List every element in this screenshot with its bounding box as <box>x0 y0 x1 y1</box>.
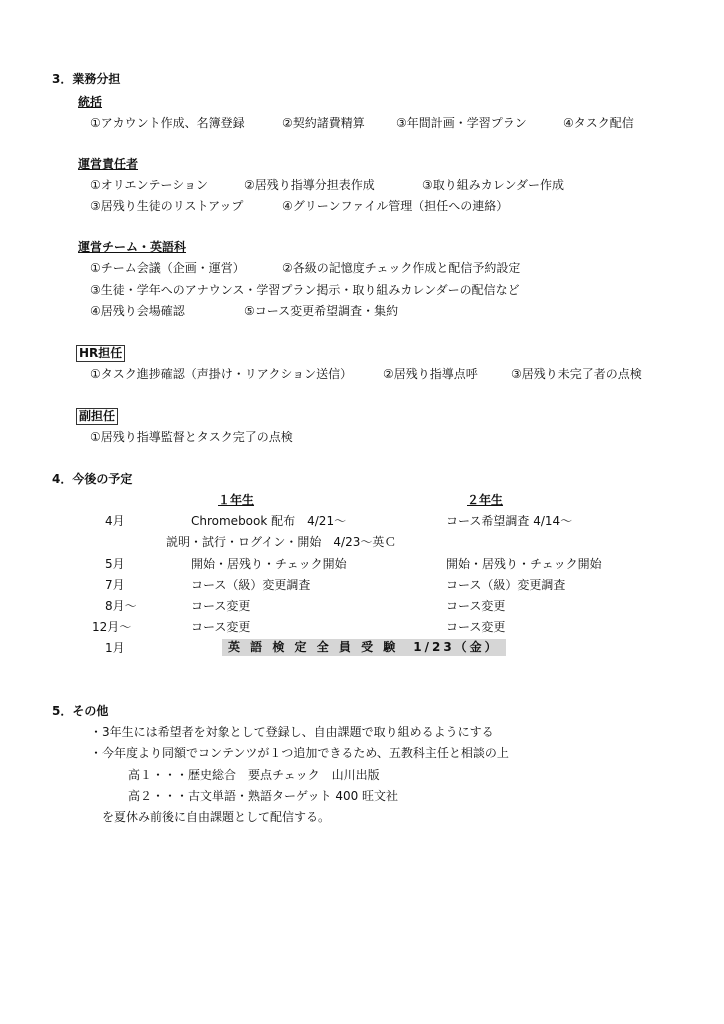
group-line: ③居残り生徒のリストアップ <box>90 199 244 213</box>
eiken-exam-highlight: 英 語 検 定 全 員 受 験 1/23（金） <box>222 639 506 656</box>
group-line: ①チーム会議（企画・運営） <box>90 261 245 275</box>
schedule-grade2: コース変更 <box>446 599 506 613</box>
schedule-grade1: Chromebook 配布 4/21～ <box>191 514 347 528</box>
schedule-grade1: コース変更 <box>191 620 251 634</box>
note-bullet: ・今年度より同額でコンテンツが１つ追加できるため、五教科主任と相談の上 <box>90 746 509 760</box>
schedule-grade1: コース（級）変更調査 <box>191 578 311 592</box>
group-line: ②各級の記憶度チェック作成と配信予約設定 <box>282 261 521 275</box>
schedule-grade1: 説明・試行・ログイン・開始 4/23～英Ｃ <box>166 535 397 549</box>
group-line: ③生徒・学年へのアナウンス・学習プラン掲示・取り組みカレンダーの配信など <box>90 283 520 297</box>
group-line: ③取り組みカレンダー作成 <box>422 178 564 192</box>
group-line: ①タスク進捗確認（声掛け・リアクション送信） <box>90 367 353 381</box>
schedule-month: 12月～ <box>92 620 132 634</box>
section4-heading: 4．今後の予定 <box>52 472 133 486</box>
group-line: ②居残り指導分担表作成 <box>244 178 375 192</box>
schedule-month: 7月 <box>105 578 125 592</box>
group-line: ①アカウント作成、名簿登録 <box>90 116 245 130</box>
group-line: ④グリーンファイル管理（担任への連絡） <box>282 199 509 213</box>
schedule-grade2: コース（級）変更調査 <box>446 578 566 592</box>
note-bullet: ・3年生には希望者を対象として登録し、自由課題で取り組めるようにする <box>90 725 494 739</box>
group-line: ④タスク配信 <box>563 116 634 130</box>
group-line: ③年間計画・学習プラン <box>396 116 527 130</box>
group-line: ①オリエンテーション <box>90 178 209 192</box>
group-title-fuku-tannin: 副担任 <box>76 408 118 425</box>
group-line: ①居残り指導監督とタスク完了の点検 <box>90 430 293 444</box>
column-header-grade2: ２年生 <box>467 493 504 507</box>
schedule-grade2: コース希望調査 4/14～ <box>446 514 573 528</box>
schedule-month: 4月 <box>105 514 125 528</box>
schedule-grade2: 開始・居残り・チェック開始 <box>446 557 602 571</box>
schedule-month: 8月～ <box>105 599 137 613</box>
group-title-tokatsu: 統括 <box>78 95 103 109</box>
note-item: 高１・・・歴史総合 要点チェック 山川出版 <box>128 768 380 782</box>
note-item: 高２・・・古文単語・熟語ターゲット 400 旺文社 <box>128 789 399 803</box>
group-line: ②契約諸費精算 <box>282 116 365 130</box>
group-title-hr-tannin: HR担任 <box>76 345 125 362</box>
group-line: ④居残り会場確認 <box>90 304 185 318</box>
note-closing: を夏休み前後に自由課題として配信する。 <box>102 810 331 824</box>
group-title-unei-team: 運営チーム・英語科 <box>78 240 187 254</box>
schedule-grade1: 開始・居残り・チェック開始 <box>191 557 347 571</box>
schedule-grade2: コース変更 <box>446 620 506 634</box>
group-line: ⑤コース変更希望調査・集約 <box>244 304 399 318</box>
section3-heading: 3．業務分担 <box>52 72 121 86</box>
section5-heading: 5．その他 <box>52 704 109 718</box>
group-line: ②居残り指導点呼 <box>383 367 478 381</box>
schedule-grade1: コース変更 <box>191 599 251 613</box>
column-header-grade1: １年生 <box>218 493 255 507</box>
group-line: ③居残り未完了者の点検 <box>511 367 642 381</box>
schedule-month: 5月 <box>105 557 125 571</box>
schedule-month: 1月 <box>105 641 125 655</box>
group-title-unei-sekininsha: 運営責任者 <box>78 157 139 171</box>
